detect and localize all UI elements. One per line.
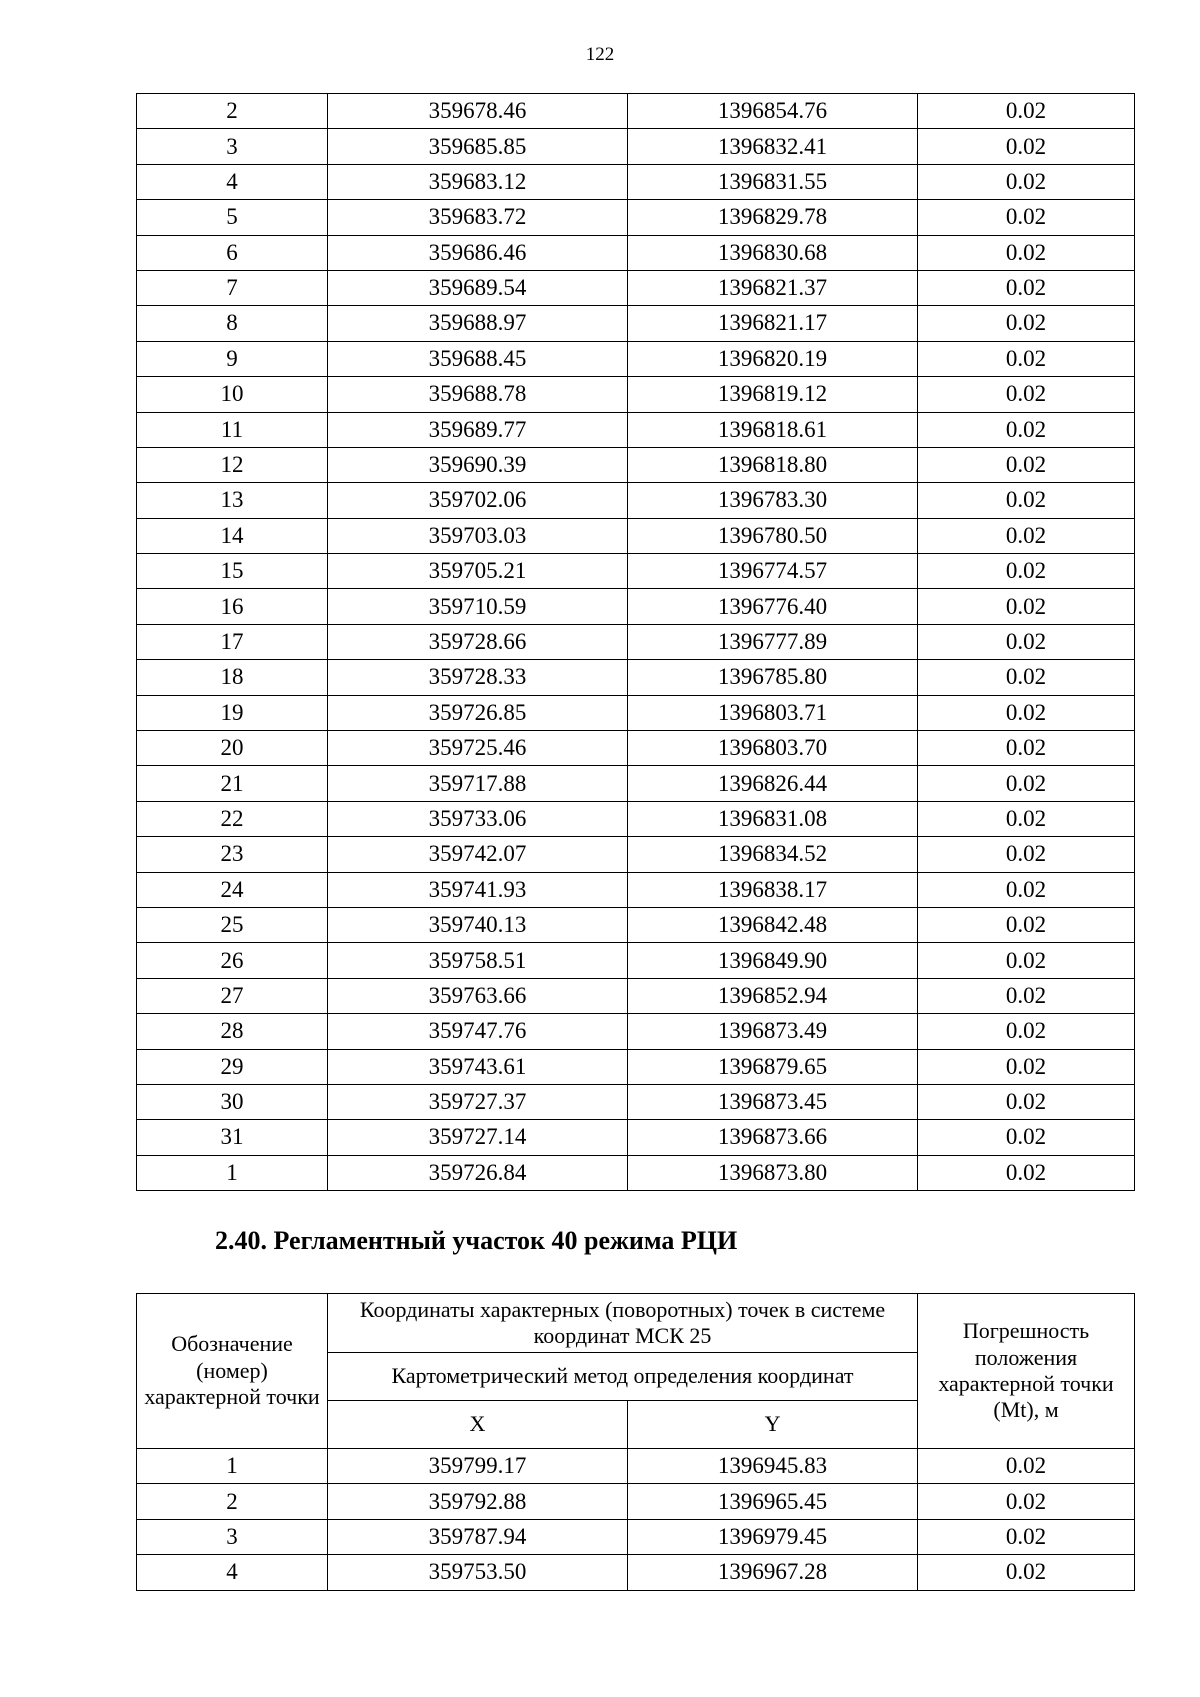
accuracy-cell: 0.02 [918, 377, 1135, 412]
x-coordinate-cell: 359741.93 [328, 872, 628, 907]
y-coordinate-cell: 1396873.80 [628, 1155, 918, 1190]
point-number-cell: 19 [137, 695, 328, 730]
y-coordinate-cell: 1396829.78 [628, 200, 918, 235]
y-coordinate-cell: 1396831.55 [628, 164, 918, 199]
point-number-cell: 31 [137, 1120, 328, 1155]
point-number-cell: 13 [137, 483, 328, 518]
table-row [137, 801, 1135, 836]
x-coordinate-cell: 359763.66 [328, 978, 628, 1013]
accuracy-cell: 0.02 [918, 306, 1135, 341]
point-number-cell: 8 [137, 306, 328, 341]
table-row [137, 447, 1135, 482]
table-row [137, 1155, 1135, 1190]
x-coordinate-cell: 359787.94 [328, 1519, 628, 1554]
table-row [137, 1049, 1135, 1084]
x-coordinate-cell: 359742.07 [328, 837, 628, 872]
point-number-cell: 5 [137, 200, 328, 235]
x-coordinate-cell: 359678.46 [328, 94, 628, 129]
y-coordinate-cell: 1396803.70 [628, 731, 918, 766]
x-coordinate-cell: 359727.14 [328, 1120, 628, 1155]
x-coordinate-cell: 359703.03 [328, 518, 628, 553]
x-coordinate-cell: 359728.33 [328, 660, 628, 695]
accuracy-cell: 0.02 [918, 907, 1135, 942]
point-number-cell: 15 [137, 554, 328, 589]
x-coordinate-cell: 359743.61 [328, 1049, 628, 1084]
accuracy-cell: 0.02 [918, 1084, 1135, 1119]
coordinates-table-body [137, 1449, 1135, 1591]
point-number-cell: 9 [137, 341, 328, 376]
section-heading: 2.40. Регламентный участок 40 режима РЦИ [215, 1226, 738, 1255]
y-coordinate-cell: 1396967.28 [628, 1555, 918, 1590]
table-row [137, 943, 1135, 978]
table-row [137, 872, 1135, 907]
table-row [137, 589, 1135, 624]
accuracy-cell: 0.02 [918, 624, 1135, 659]
accuracy-cell: 0.02 [918, 1449, 1135, 1484]
y-coordinate-cell: 1396818.61 [628, 412, 918, 447]
x-coordinate-cell: 359688.45 [328, 341, 628, 376]
y-coordinate-cell: 1396849.90 [628, 943, 918, 978]
point-number-cell: 25 [137, 907, 328, 942]
coordinates-table-body [137, 94, 1135, 1191]
coordinates-table-continued [136, 93, 1135, 1191]
table-row [137, 837, 1135, 872]
table-row [137, 731, 1135, 766]
y-coordinate-cell: 1396879.65 [628, 1049, 918, 1084]
accuracy-cell: 0.02 [918, 1014, 1135, 1049]
accuracy-cell: 0.02 [918, 1120, 1135, 1155]
method-header: Картометрический метод определения координат [328, 1353, 918, 1401]
y-coordinate-cell: 1396965.45 [628, 1484, 918, 1519]
x-coordinate-cell: 359747.76 [328, 1014, 628, 1049]
table-row [137, 1555, 1135, 1590]
x-coordinate-cell: 359683.12 [328, 164, 628, 199]
x-coordinate-cell: 359726.85 [328, 695, 628, 730]
accuracy-header: Погрешность положения характерной точки (Mt), м [918, 1294, 1135, 1449]
table-row [137, 660, 1135, 695]
y-coordinate-cell: 1396873.66 [628, 1120, 918, 1155]
point-number-cell: 16 [137, 589, 328, 624]
y-coordinate-cell: 1396820.19 [628, 341, 918, 376]
table-row [137, 200, 1135, 235]
table-row [137, 766, 1135, 801]
x-coordinate-cell: 359727.37 [328, 1084, 628, 1119]
y-coordinate-cell: 1396777.89 [628, 624, 918, 659]
table-row [137, 129, 1135, 164]
x-coordinate-cell: 359705.21 [328, 554, 628, 589]
y-coordinate-cell: 1396826.44 [628, 766, 918, 801]
y-coordinate-cell: 1396785.80 [628, 660, 918, 695]
x-coordinate-cell: 359689.77 [328, 412, 628, 447]
table-row [137, 341, 1135, 376]
x-coordinate-cell: 359690.39 [328, 447, 628, 482]
y-coordinate-cell: 1396821.37 [628, 270, 918, 305]
point-number-cell: 4 [137, 1555, 328, 1590]
x-coordinate-cell: 359683.72 [328, 200, 628, 235]
y-coordinate-cell: 1396842.48 [628, 907, 918, 942]
point-number-cell: 4 [137, 164, 328, 199]
accuracy-cell: 0.02 [918, 1049, 1135, 1084]
page-number: 122 [585, 44, 615, 65]
point-number-cell: 7 [137, 270, 328, 305]
table-row [137, 1519, 1135, 1554]
x-coordinate-cell: 359710.59 [328, 589, 628, 624]
table-row [137, 412, 1135, 447]
y-coordinate-cell: 1396776.40 [628, 589, 918, 624]
accuracy-cell: 0.02 [918, 1155, 1135, 1190]
x-coordinate-cell: 359686.46 [328, 235, 628, 270]
accuracy-cell: 0.02 [918, 801, 1135, 836]
point-number-cell: 30 [137, 1084, 328, 1119]
point-number-cell: 3 [137, 129, 328, 164]
point-number-cell: 17 [137, 624, 328, 659]
table-row [137, 483, 1135, 518]
y-coordinate-cell: 1396783.30 [628, 483, 918, 518]
table-row [137, 554, 1135, 589]
x-coordinate-cell: 359688.97 [328, 306, 628, 341]
accuracy-cell: 0.02 [918, 554, 1135, 589]
y-coordinate-cell: 1396830.68 [628, 235, 918, 270]
point-number-cell: 27 [137, 978, 328, 1013]
accuracy-cell: 0.02 [918, 412, 1135, 447]
point-number-cell: 10 [137, 377, 328, 412]
accuracy-cell: 0.02 [918, 164, 1135, 199]
table-row [137, 270, 1135, 305]
accuracy-cell: 0.02 [918, 341, 1135, 376]
point-number-cell: 21 [137, 766, 328, 801]
table-row [137, 695, 1135, 730]
table-row [137, 1014, 1135, 1049]
accuracy-cell: 0.02 [918, 200, 1135, 235]
y-coordinate-cell: 1396873.45 [628, 1084, 918, 1119]
accuracy-cell: 0.02 [918, 978, 1135, 1013]
point-number-cell: 11 [137, 412, 328, 447]
point-number-cell: 3 [137, 1519, 328, 1554]
y-coordinate-cell: 1396873.49 [628, 1014, 918, 1049]
accuracy-cell: 0.02 [918, 837, 1135, 872]
point-designation-header: Обозначение (номер) характерной точки [137, 1294, 328, 1449]
x-coordinate-cell: 359689.54 [328, 270, 628, 305]
y-coordinate-cell: 1396818.80 [628, 447, 918, 482]
y-coordinate-cell: 1396774.57 [628, 554, 918, 589]
accuracy-cell: 0.02 [918, 235, 1135, 270]
table-row [137, 377, 1135, 412]
accuracy-cell: 0.02 [918, 589, 1135, 624]
table-row [137, 907, 1135, 942]
accuracy-cell: 0.02 [918, 1519, 1135, 1554]
y-column-header: Y [628, 1401, 918, 1449]
y-coordinate-cell: 1396821.17 [628, 306, 918, 341]
x-coordinate-cell: 359688.78 [328, 377, 628, 412]
x-column-header: X [328, 1401, 628, 1449]
x-coordinate-cell: 359726.84 [328, 1155, 628, 1190]
y-coordinate-cell: 1396854.76 [628, 94, 918, 129]
x-coordinate-cell: 359792.88 [328, 1484, 628, 1519]
table-row [137, 94, 1135, 129]
y-coordinate-cell: 1396832.41 [628, 129, 918, 164]
point-number-cell: 18 [137, 660, 328, 695]
accuracy-cell: 0.02 [918, 94, 1135, 129]
x-coordinate-cell: 359717.88 [328, 766, 628, 801]
table-row [137, 235, 1135, 270]
table-row [137, 624, 1135, 659]
point-number-cell: 20 [137, 731, 328, 766]
accuracy-cell: 0.02 [918, 1484, 1135, 1519]
table-row [137, 1084, 1135, 1119]
x-coordinate-cell: 359733.06 [328, 801, 628, 836]
accuracy-cell: 0.02 [918, 695, 1135, 730]
table-row [137, 1449, 1135, 1484]
coordinates-table-section-40 [136, 1293, 1135, 1591]
point-number-cell: 22 [137, 801, 328, 836]
y-coordinate-cell: 1396979.45 [628, 1519, 918, 1554]
point-number-cell: 1 [137, 1449, 328, 1484]
point-number-cell: 2 [137, 1484, 328, 1519]
table-row [137, 1484, 1135, 1519]
y-coordinate-cell: 1396838.17 [628, 872, 918, 907]
x-coordinate-cell: 359685.85 [328, 129, 628, 164]
accuracy-cell: 0.02 [918, 483, 1135, 518]
table-row [137, 978, 1135, 1013]
x-coordinate-cell: 359702.06 [328, 483, 628, 518]
accuracy-cell: 0.02 [918, 447, 1135, 482]
y-coordinate-cell: 1396945.83 [628, 1449, 918, 1484]
accuracy-cell: 0.02 [918, 872, 1135, 907]
accuracy-cell: 0.02 [918, 1555, 1135, 1590]
point-number-cell: 6 [137, 235, 328, 270]
table-row [137, 1120, 1135, 1155]
y-coordinate-cell: 1396780.50 [628, 518, 918, 553]
accuracy-cell: 0.02 [918, 766, 1135, 801]
x-coordinate-cell: 359725.46 [328, 731, 628, 766]
table-row [137, 518, 1135, 553]
point-number-cell: 26 [137, 943, 328, 978]
y-coordinate-cell: 1396819.12 [628, 377, 918, 412]
y-coordinate-cell: 1396803.71 [628, 695, 918, 730]
accuracy-cell: 0.02 [918, 270, 1135, 305]
point-number-cell: 28 [137, 1014, 328, 1049]
x-coordinate-cell: 359728.66 [328, 624, 628, 659]
accuracy-cell: 0.02 [918, 129, 1135, 164]
accuracy-cell: 0.02 [918, 518, 1135, 553]
y-coordinate-cell: 1396831.08 [628, 801, 918, 836]
table-row [137, 306, 1135, 341]
coordinates-title-header: Координаты характерных (поворотных) точек в системе координат МСК 25 [328, 1294, 918, 1353]
accuracy-cell: 0.02 [918, 943, 1135, 978]
point-number-cell: 24 [137, 872, 328, 907]
y-coordinate-cell: 1396852.94 [628, 978, 918, 1013]
point-number-cell: 12 [137, 447, 328, 482]
y-coordinate-cell: 1396834.52 [628, 837, 918, 872]
accuracy-cell: 0.02 [918, 660, 1135, 695]
x-coordinate-cell: 359753.50 [328, 1555, 628, 1590]
x-coordinate-cell: 359758.51 [328, 943, 628, 978]
point-number-cell: 2 [137, 94, 328, 129]
table-header [137, 1294, 1135, 1449]
point-number-cell: 14 [137, 518, 328, 553]
point-number-cell: 29 [137, 1049, 328, 1084]
x-coordinate-cell: 359740.13 [328, 907, 628, 942]
accuracy-cell: 0.02 [918, 731, 1135, 766]
table-row [137, 164, 1135, 199]
point-number-cell: 1 [137, 1155, 328, 1190]
x-coordinate-cell: 359799.17 [328, 1449, 628, 1484]
point-number-cell: 23 [137, 837, 328, 872]
